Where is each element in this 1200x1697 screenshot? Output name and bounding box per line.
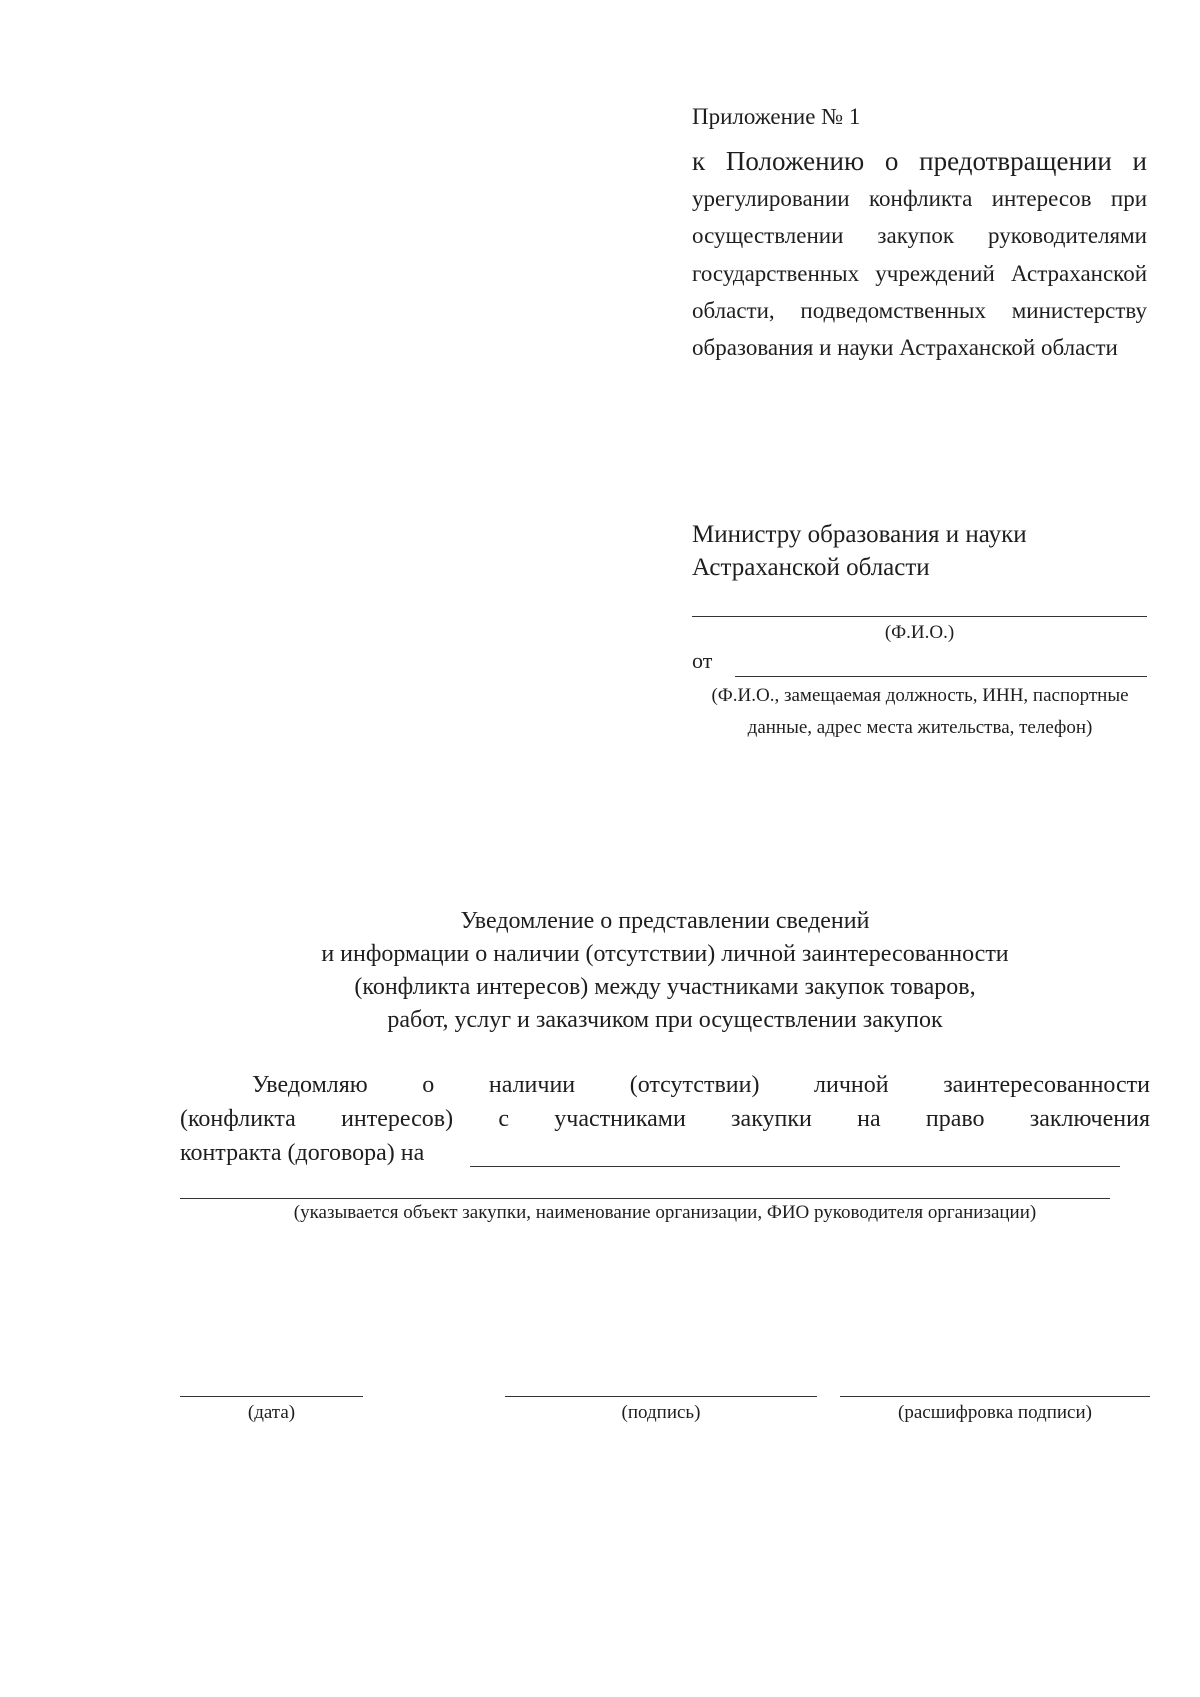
notice-title-line: Уведомление о представлении сведений bbox=[460, 908, 870, 934]
signature-decoding-blank-line[interactable] bbox=[840, 1396, 1150, 1397]
date-blank-line[interactable] bbox=[180, 1396, 363, 1397]
fio-blank-line[interactable] bbox=[692, 616, 1147, 617]
object-blank-line[interactable] bbox=[180, 1198, 1110, 1199]
appendix-body-text: урегулировании конфликта интересов при осуществлении закупок руководителями государственных учреждений Астраханской области, подведомственных министерству образования и науки Астраханской области bbox=[692, 186, 1147, 361]
from-blank-line[interactable] bbox=[735, 676, 1147, 677]
appendix-first-line: к Положению о предотвращении и bbox=[692, 146, 1147, 176]
addressee-block bbox=[692, 518, 1027, 584]
notice-body bbox=[180, 1068, 1150, 1170]
object-caption: (указывается объект закупки, наименование организации, ФИО руководителя организации) bbox=[293, 1202, 1037, 1223]
notice-title bbox=[150, 905, 1180, 1037]
from-caption: (Ф.И.О., замещаемая должность, ИНН, паспортные данные, адрес места жительства, телефон) bbox=[711, 685, 1129, 738]
notice-body-line: (конфликта интересов) с участниками закупки на право заключения bbox=[180, 1106, 1150, 1132]
notice-title-line: (конфликта интересов) между участниками закупок товаров, bbox=[354, 974, 976, 1000]
notice-title-line: работ, услуг и заказчиком при осуществлении закупок bbox=[387, 1007, 943, 1033]
signature-decoding-caption: (расшифровка подписи) bbox=[898, 1402, 1092, 1423]
signature-blank-line[interactable] bbox=[505, 1396, 817, 1397]
date-caption: (дата) bbox=[247, 1402, 296, 1423]
signature-caption: (подпись) bbox=[621, 1402, 701, 1423]
notice-body-line: Уведомляю о наличии (отсутствии) личной заинтересованности bbox=[252, 1072, 1150, 1098]
notice-body-line: контракта (договора) на bbox=[180, 1140, 425, 1166]
appendix-title: Приложение № 1 bbox=[692, 104, 861, 129]
notice-title-line: и информации о наличии (отсутствии) личной заинтересованности bbox=[321, 941, 1009, 967]
addressee-line-1: Министру образования и науки bbox=[692, 521, 1027, 548]
appendix-reference bbox=[692, 143, 1147, 366]
fio-caption: (Ф.И.О.) bbox=[884, 622, 955, 643]
from-label: от bbox=[692, 648, 713, 673]
contract-subject-blank-line[interactable] bbox=[470, 1166, 1120, 1167]
addressee-line-2: Астраханской области bbox=[692, 554, 930, 581]
